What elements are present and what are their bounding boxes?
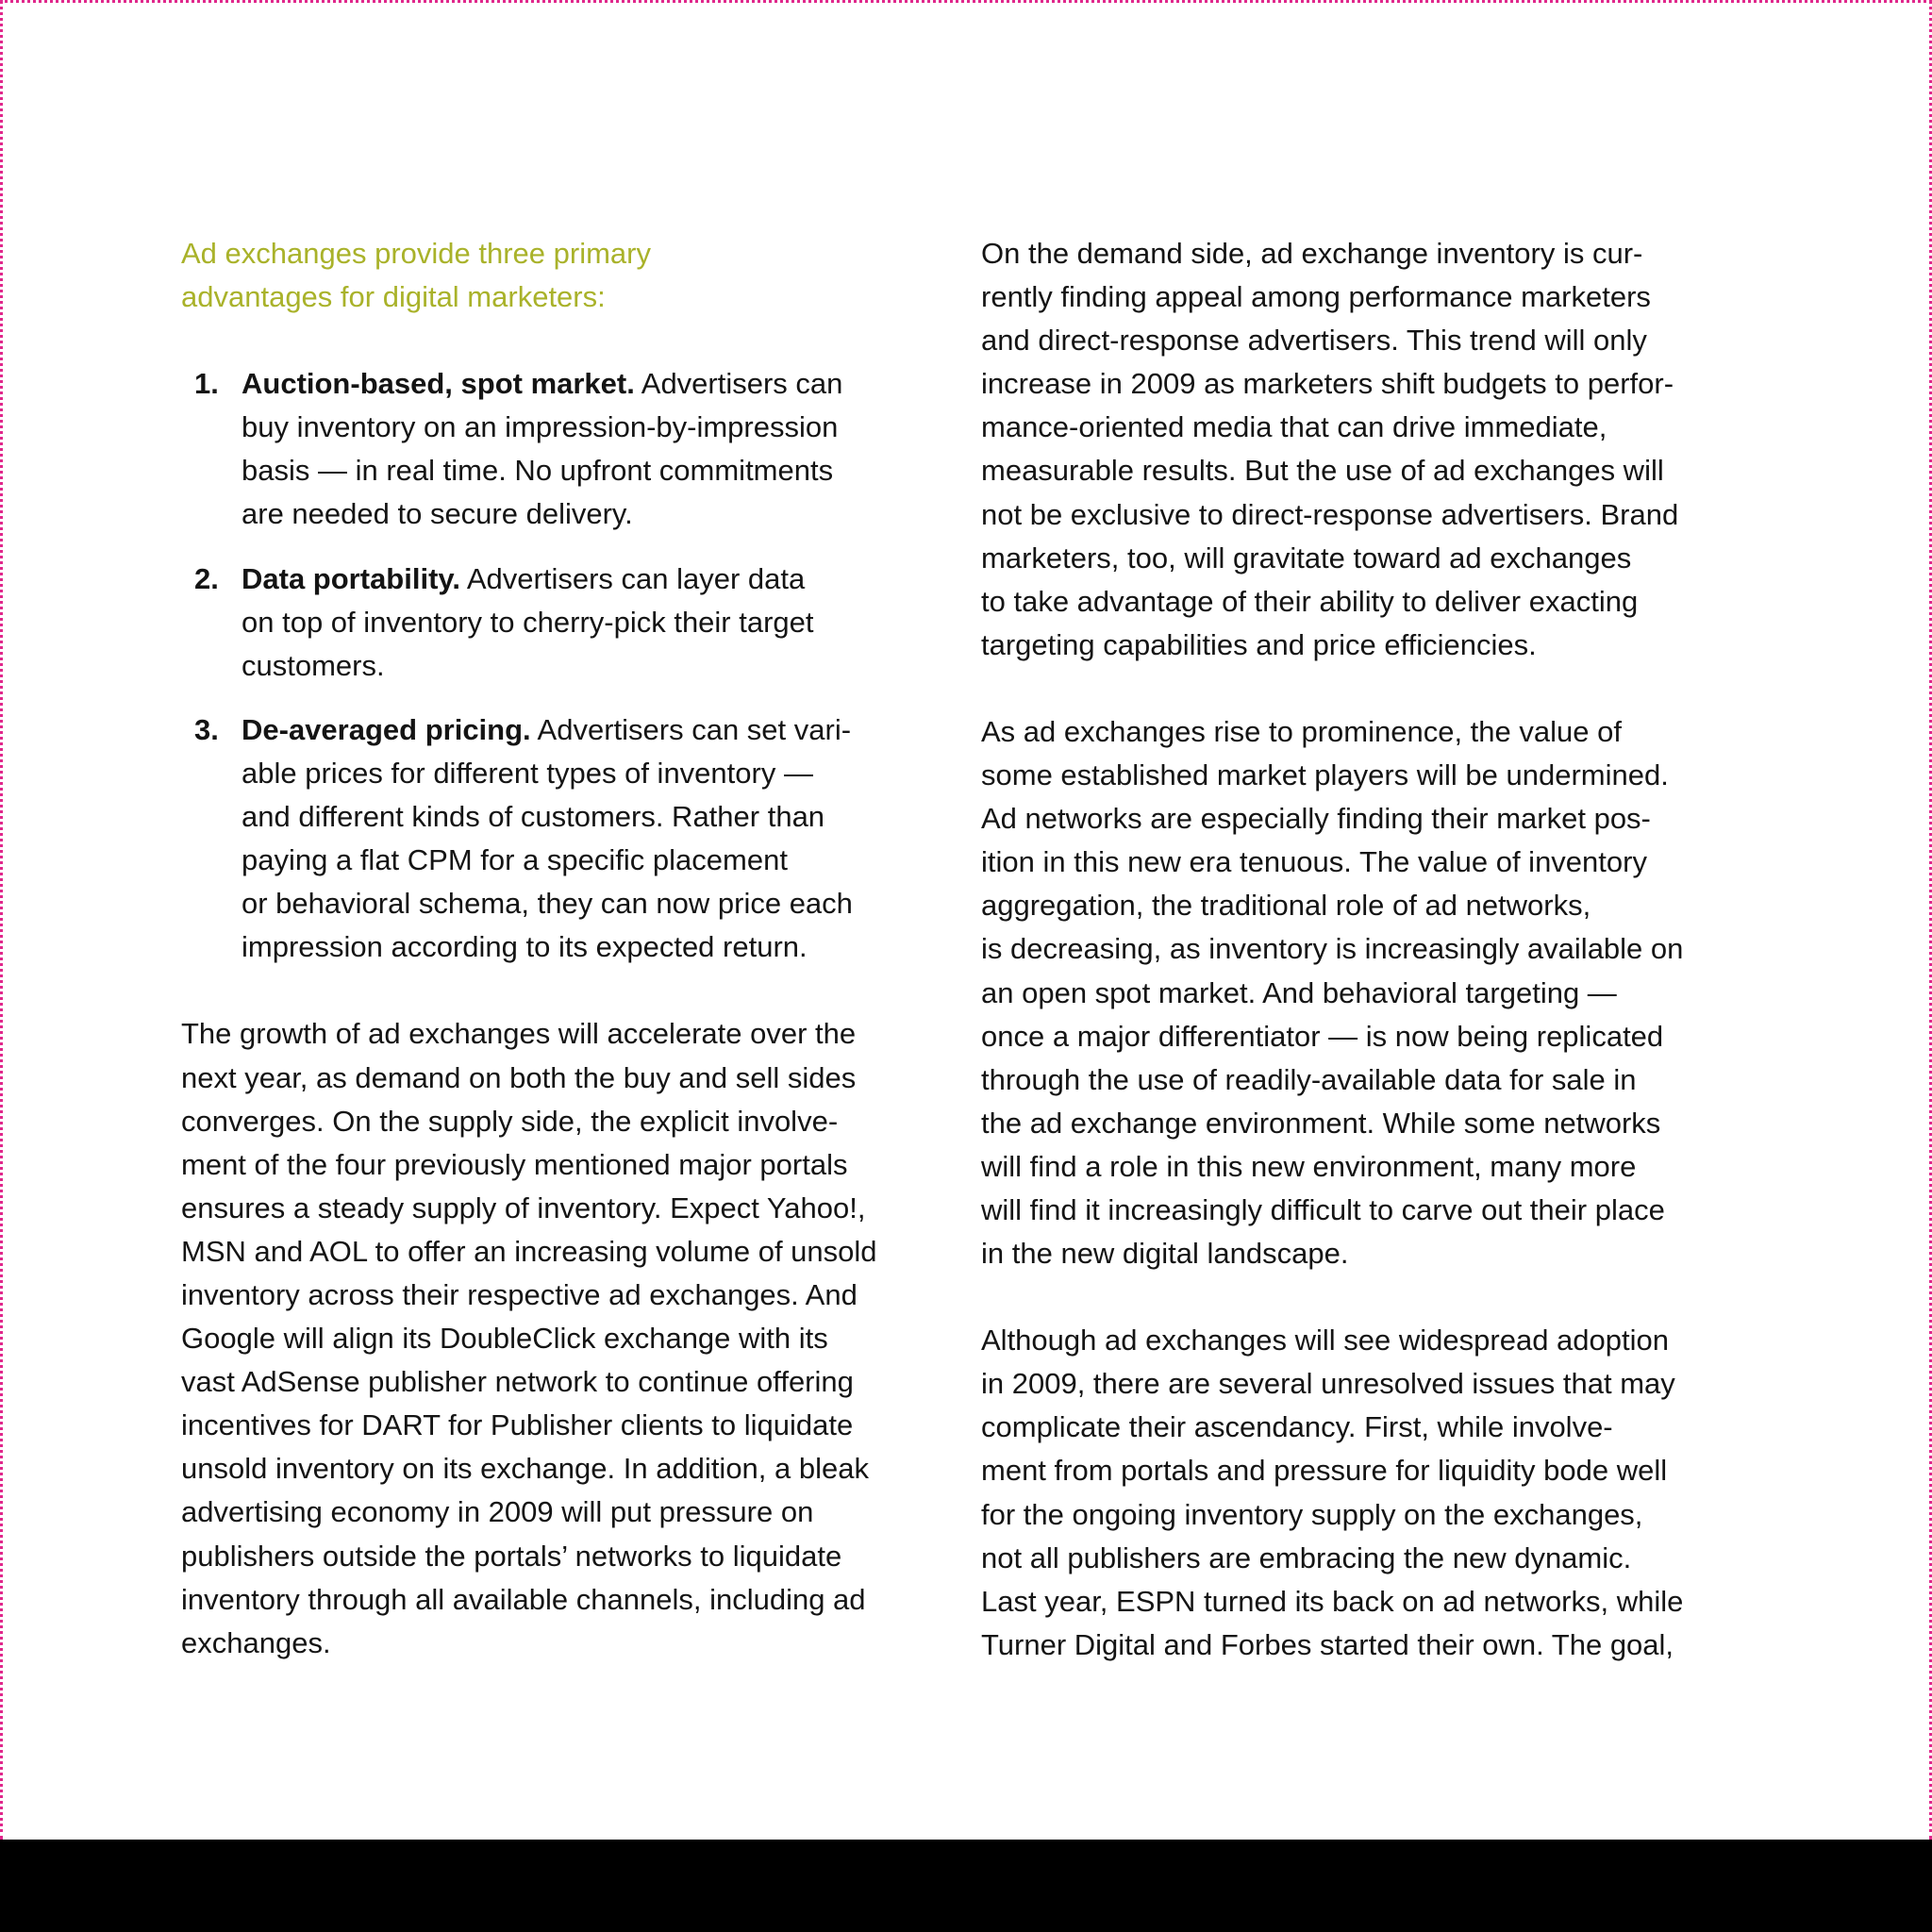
advantage-first-line bbox=[242, 362, 936, 406]
body-paragraph-issues bbox=[981, 1319, 1755, 1667]
paragraph-line: through the use of readily-available data for sale in bbox=[981, 1062, 1637, 1096]
paragraph-line: Google will align its DoubleClick exchange with its bbox=[181, 1322, 828, 1356]
paragraph-line: measurable results. But the use of ad exchanges will bbox=[981, 454, 1664, 488]
advantage-text-line: or behavioral schema, they can now price each bbox=[242, 887, 853, 921]
advantage-first-line bbox=[242, 708, 936, 752]
intro-heading bbox=[181, 232, 936, 319]
intro-heading-line: Ad exchanges provide three primary bbox=[181, 237, 651, 270]
paragraph-line: for the ongoing inventory supply on the exchanges, bbox=[981, 1497, 1643, 1531]
paragraph-line: unsold inventory on its exchange. In addition, a bleak bbox=[181, 1452, 869, 1486]
advantage-text-line: able prices for different types of inventory — bbox=[242, 756, 813, 790]
left-column bbox=[181, 232, 936, 1665]
paragraph-line: The growth of ad exchanges will accelerate over the bbox=[181, 1017, 857, 1051]
advantage-text-line: and different kinds of customers. Rather than bbox=[242, 800, 825, 834]
advantage-first-line bbox=[242, 558, 936, 601]
paragraph-line: targeting capabilities and price efficiencies. bbox=[981, 627, 1537, 661]
advantages-list bbox=[181, 362, 936, 969]
advantage-text: Advertisers can set vari- bbox=[530, 712, 852, 746]
paragraph-line: the ad exchange environment. While some networks bbox=[981, 1106, 1661, 1140]
paragraph-line: exchanges. bbox=[181, 1625, 331, 1659]
paragraph-line: aggregation, the traditional role of ad networks, bbox=[981, 889, 1591, 923]
advantage-text-line: paying a flat CPM for a specific placement bbox=[242, 843, 788, 877]
advantage-term: Auction-based, spot market. bbox=[242, 367, 635, 401]
advantage-item bbox=[181, 362, 936, 536]
paragraph-line: once a major differentiator — is now being replicated bbox=[981, 1019, 1664, 1053]
paragraph-line: not be exclusive to direct-response advertisers. Brand bbox=[981, 497, 1679, 531]
advantage-text-line: impression according to its expected return. bbox=[242, 930, 808, 964]
advantage-number: 2. bbox=[194, 561, 219, 595]
paragraph-line: an open spot market. And behavioral targeting — bbox=[981, 975, 1617, 1009]
paragraph-line: will find it increasingly difficult to carve out their place bbox=[981, 1192, 1665, 1226]
paragraph-line: marketers, too, will gravitate toward ad exchanges bbox=[981, 541, 1632, 575]
advantage-term: De-averaged pricing. bbox=[242, 712, 531, 746]
advantage-item bbox=[181, 708, 936, 970]
paragraph-line: incentives for DART for Publisher clients to liquidate bbox=[181, 1408, 854, 1442]
paragraph-line: is decreasing, as inventory is increasingly available on bbox=[981, 932, 1684, 966]
paragraph-line: ition in this new era tenuous. The value of inventory bbox=[981, 845, 1647, 879]
paragraph-line: Although ad exchanges will see widespread adoption bbox=[981, 1324, 1669, 1357]
paragraph-line: inventory across their respective ad exchanges. And bbox=[181, 1277, 858, 1311]
advantage-text-line: on top of inventory to cherry-pick their target bbox=[242, 605, 814, 639]
advantage-text-line: are needed to secure delivery. bbox=[242, 497, 633, 531]
body-paragraph-demand bbox=[981, 232, 1755, 667]
paragraph-line: Ad networks are especially finding their market pos- bbox=[981, 802, 1651, 836]
paragraph-line: complicate their ascendancy. First, while involve- bbox=[981, 1410, 1613, 1444]
advantage-text-line: customers. bbox=[242, 648, 385, 682]
paragraph-line: to take advantage of their ability to deliver exacting bbox=[981, 584, 1639, 618]
paragraph-line: ment of the four previously mentioned major portals bbox=[181, 1147, 848, 1181]
advantage-item bbox=[181, 558, 936, 688]
advantage-number: 1. bbox=[194, 367, 219, 401]
paragraph-line: not all publishers are embracing the new dynamic. bbox=[981, 1541, 1632, 1574]
paragraph-line: rently finding appeal among performance marketers bbox=[981, 280, 1651, 314]
paragraph-line: On the demand side, ad exchange inventory is cur- bbox=[981, 237, 1643, 270]
paragraph-line: publishers outside the portals’ networks to liquidate bbox=[181, 1539, 842, 1573]
paragraph-line: in 2009, there are several unresolved issues that may bbox=[981, 1367, 1675, 1401]
paragraph-line: advertising economy in 2009 will put pressure on bbox=[181, 1495, 814, 1529]
paragraph-line: mance-oriented media that can drive immediate, bbox=[981, 410, 1607, 444]
advantage-text-line: basis — in real time. No upfront commitments bbox=[242, 454, 834, 488]
paragraph-line: converges. On the supply side, the explicit involve- bbox=[181, 1104, 839, 1138]
page-border-left bbox=[0, 0, 3, 1840]
paragraph-line: MSN and AOL to offer an increasing volume of unsold bbox=[181, 1234, 877, 1268]
advantage-text: Advertisers can bbox=[634, 367, 843, 401]
paragraph-line: inventory through all available channels, including ad bbox=[181, 1582, 866, 1616]
advantage-number: 3. bbox=[194, 712, 219, 746]
paragraph-line: in the new digital landscape. bbox=[981, 1237, 1349, 1271]
advantage-text: Advertisers can layer data bbox=[459, 561, 806, 595]
paragraph-line: will find a role in this new environment, many more bbox=[981, 1149, 1637, 1183]
page-border-top bbox=[0, 0, 1932, 3]
paragraph-line: ensures a steady supply of inventory. Expect Yahoo!, bbox=[181, 1191, 866, 1224]
body-paragraph-prominence bbox=[981, 710, 1755, 1275]
paragraph-line: Turner Digital and Forbes started their own. The goal, bbox=[981, 1627, 1674, 1661]
paragraph-line: some established market players will be undermined. bbox=[981, 758, 1669, 792]
paragraph-line: vast AdSense publisher network to continue offering bbox=[181, 1365, 854, 1399]
paragraph-line: next year, as demand on both the buy and sell sides bbox=[181, 1060, 857, 1094]
footer-bar bbox=[0, 1840, 1932, 1932]
right-column bbox=[981, 232, 1755, 1667]
intro-heading-line: advantages for digital marketers: bbox=[181, 280, 606, 314]
advantage-term: Data portability. bbox=[242, 561, 460, 595]
paragraph-line: and direct-response advertisers. This trend will only bbox=[981, 324, 1647, 358]
advantage-text-line: buy inventory on an impression-by-impression bbox=[242, 410, 839, 444]
paragraph-line: Last year, ESPN turned its back on ad networks, while bbox=[981, 1584, 1684, 1618]
paragraph-line: increase in 2009 as marketers shift budgets to perfor- bbox=[981, 367, 1674, 401]
paragraph-line: As ad exchanges rise to prominence, the value of bbox=[981, 714, 1622, 748]
paragraph-line: ment from portals and pressure for liquidity bode well bbox=[981, 1454, 1668, 1488]
body-paragraph-left bbox=[181, 1012, 936, 1664]
